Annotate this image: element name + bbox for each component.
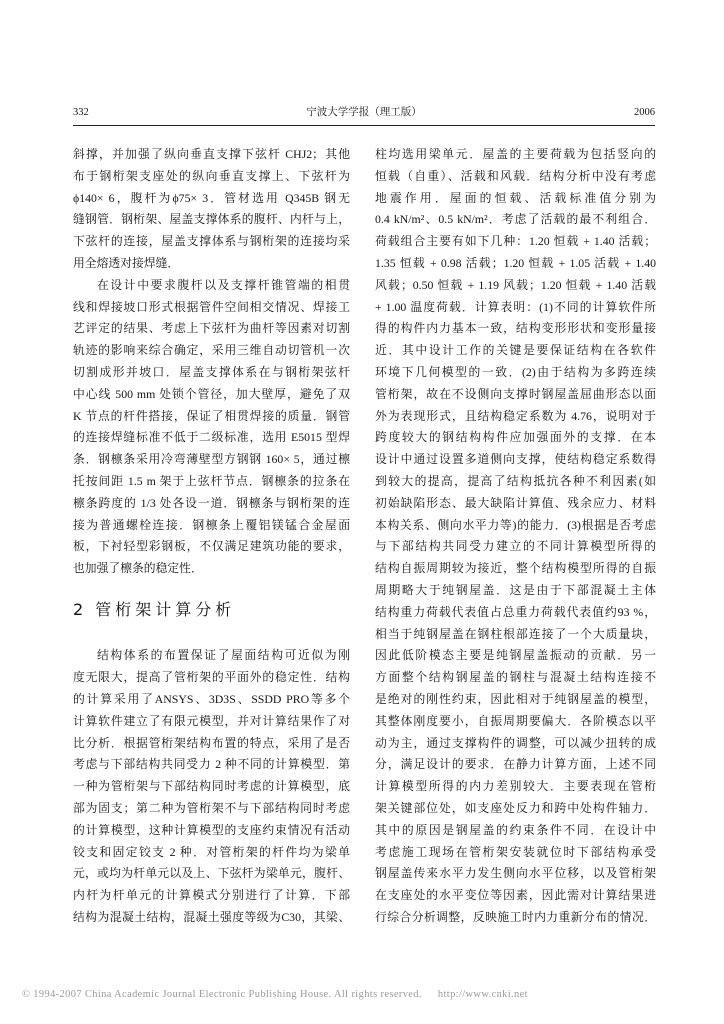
text-line: 中心线 500 mm 处锁个管径，加大壁厚，避免了双 [73, 386, 350, 401]
text-line: 设计中通过设置多道侧向支撑，使结构稳定系数得 [375, 452, 656, 467]
text-line: 结构为混凝土结构，混凝土强度等级为C30，其梁、 [73, 909, 350, 924]
text-line: 斜撑，并加强了纵向垂直支撑下弦杆 CHJ2；其他 [73, 147, 350, 161]
text-line: 环境下几何模型的一致．(2)由于结构为多跨连续 [375, 364, 656, 379]
footer-url: http://www.cnki.net [437, 989, 528, 1000]
text-line: 的计算模型，这种计算模型的支座约束情况有活动 [73, 822, 350, 837]
text-line: 外为表现形式，且结构稳定系数为 4.76，说明对于 [375, 408, 656, 423]
text-line: 切割成形并坡口．屋盖支撑体系在与钢桁架弦杆 [73, 364, 350, 379]
section-number: 2 [73, 599, 84, 619]
text-line: 比分析．根据管桁架结构布置的特点，采用了是否 [73, 735, 350, 750]
paragraph [73, 645, 350, 928]
text-line: 板，下衬轻型彩钢板，不仅满足建筑功能的要求， [73, 539, 350, 554]
text-line: ϕ140× 6，腹杆为ϕ75× 3．管材选用 Q345B 钢无 [73, 190, 350, 205]
text-line: 线和焊接坡口形式根据管件空间相交情况、焊接工 [73, 299, 350, 314]
text-line: 风载；0.50 恒载 + 1.19 风载；1.20 恒载 + 1.40 活载 [375, 277, 656, 292]
paragraph [73, 144, 350, 275]
text-line: 跨度较大的钢结构构件应加强面外的支撑．在本 [375, 430, 656, 445]
text-line: 在支座处的水平变位等因素，因此需对计算结果进 [375, 888, 656, 903]
text-line: 内杆为杆单元的计算模式分别进行了计算．下部 [73, 888, 350, 903]
text-line: 方面整个结构钢屋盖的钢柱与混凝土结构连接不 [375, 670, 656, 685]
text-line: 下弦杆的连接，屋盖支撑体系与钢桁架的连接均采 [73, 234, 350, 249]
paragraph [73, 275, 350, 580]
text-line: 也加强了檩条的稳定性． [73, 561, 203, 576]
text-line: 动为主，通过支撑构件的调整，可以减少扭转的成 [375, 735, 656, 750]
text-line: 架关键部位处，如支座处反力和跨中处构件轴力． [375, 800, 656, 815]
text-line: 1.35 恒载 + 0.98 活载；1.20 恒载 + 1.05 活载 + 1.40 [375, 255, 656, 270]
text-line: 的连接焊缝标准不低于二级标准，选用 E5015 型焊 [73, 430, 350, 445]
running-header [73, 104, 655, 122]
text-line: 元，或均为杆单元以及上、下弦杆为梁单元，腹杆、 [73, 866, 350, 881]
text-line: 恒载（自重）、活载和风载．结构分析中没有考虑 [375, 168, 656, 183]
text-line: 用全熔透对接焊缝． [73, 255, 180, 270]
text-line: 周期略大于纯钢屋盖．这是由于下部混凝土主体 [375, 582, 656, 597]
text-line: 荷载组合主要有如下几种：1.20 恒载 + 1.40 活载； [375, 234, 656, 249]
section-heading [73, 580, 350, 645]
text-line: 与下部结构共同受力建立的不同计算模型所得的 [375, 539, 656, 554]
text-line: 考虑与下部结构共同受力 2 种不同的计算模型．第 [73, 757, 350, 772]
text-line: 因此低阶模态主要是纯钢屋盖振动的贡献．另一 [375, 648, 656, 663]
text-line: 钢屋盖传来水平力发生侧向水平位移，以及管桁架 [375, 866, 656, 881]
text-line: 0.4 kN/m²、0.5 kN/m²．考虑了活载的最不利组合． [375, 212, 656, 227]
text-line: 缝钢管．钢桁架、屋盖支撑体系的腹杆、内杆与上， [73, 212, 350, 227]
header-rule [73, 125, 655, 126]
text-line: 条．钢檩条采用冷弯薄壁型方钢钢 160× 5，通过檩 [73, 452, 350, 467]
text-line: 到较大的提高，提高了结构抵抗各种不利因素(如 [375, 473, 656, 488]
text-line: 得的构件内力基本一致，结构变形形状和变形量接 [375, 321, 656, 336]
section-title: 管桁架计算分析 [95, 599, 236, 619]
text-line: 其中的原因是钢屋盖的约束条件不同．在设计中 [375, 822, 656, 837]
text-line: 铰支和固定铰支 2 种．对管桁架的杆件均为梁单 [73, 844, 350, 859]
right-column [375, 144, 656, 929]
text-line: 接为普通螺栓连接．钢檩条上覆铝镁锰合金屋面 [73, 517, 350, 532]
left-column [73, 144, 350, 929]
text-line: 轨迹的影响来综合确定，采用三维自动切管机一次 [73, 343, 350, 358]
text-line: 结构体系的布置保证了屋面结构可近似为刚 [97, 648, 350, 663]
text-line: 艺评定的结果、考虑上下弦杆为曲杆等因素对切割 [73, 321, 350, 336]
paragraph [375, 144, 656, 929]
text-line: 本构关系、侧向水平力等)的能力．(3)根据是否考虑 [375, 517, 656, 532]
copyright-text: © 1994-2007 China Academic Journal Electronic Publishing House. All rights reserved. [22, 989, 422, 1000]
text-line: 在设计中要求腹杆以及支撑杆锥管端的相贯 [97, 277, 350, 292]
text-line: 部为固支；第二种为管桁架不与下部结构同时考虑 [73, 800, 350, 815]
text-line: 度无限大，提高了管桁架的平面外的稳定性．结构 [73, 670, 350, 685]
text-line: + 1.00 温度荷载．计算表明：(1)不同的计算软件所 [375, 299, 656, 314]
text-line: 结构重力荷载代表值占总重力荷载代表值约93 %， [375, 604, 656, 619]
text-line: 考虑施工现场在管桁架安装就位时下部结构承受 [375, 844, 656, 859]
text-line: 布于钢桁架支座处的纵向垂直支撑上、下弦杆为 [73, 168, 350, 183]
text-line: K 节点的杆件搭接，保证了相贯焊接的质量．钢管 [73, 408, 350, 423]
text-line: 地震作用．屋面的恒载、活载标准值分别为 [375, 190, 656, 205]
text-line: 计算模型所得的内力差别较大．主要表现在管桁 [375, 779, 656, 794]
copyright-footer [22, 986, 682, 1004]
text-line: 初始缺陷形态、最大缺陷计算值、残余应力、材料 [375, 495, 656, 510]
text-line: 其整体刚度要小，自振周期要偏大．各阶模态以平 [375, 713, 656, 728]
text-line: 一种为管桁架与下部结构同时考虑的计算模型，底 [73, 779, 350, 794]
text-line: 计算软件建立了有限元模型，并对计算结果作了对 [73, 713, 350, 728]
text-line: 柱均选用梁单元．屋盖的主要荷载为包括竖向的 [375, 147, 656, 161]
text-line: 是绝对的刚性约束，因此相对于纯钢屋盖的模型， [375, 691, 656, 706]
text-line: 管桁架，故在不设侧向支撑时钢屋盖屈曲形态以面 [375, 386, 656, 401]
text-line: 的计算采用了ANSYS、3D3S、SSDD PRO等多个 [73, 691, 350, 706]
text-line: 分，满足设计的要求．在静力计算方面，上述不同 [375, 757, 656, 772]
text-line: 行综合分析调整，反映施工时内力重新分布的情况． [375, 909, 656, 924]
text-line: 相当于纯钢屋盖在钢柱根部连接了一个大质量块， [375, 626, 656, 641]
text-line: 近．其中设计工作的关键是要保证结构在各软件 [375, 343, 656, 358]
journal-title: 宁波大学学报（理工版） [306, 107, 422, 118]
text-line: 结构自振周期较为接近，整个结构模型所得的自振 [375, 561, 656, 576]
text-line: 檩条跨度的 1/3 处各设一道．钢檩条与钢桁架的连 [73, 495, 350, 510]
page-number: 332 [73, 107, 89, 118]
text-line: 托按间距 1.5 m 架于上弦杆节点．钢檩条的拉条在 [73, 473, 350, 488]
publication-year: 2006 [634, 107, 655, 118]
